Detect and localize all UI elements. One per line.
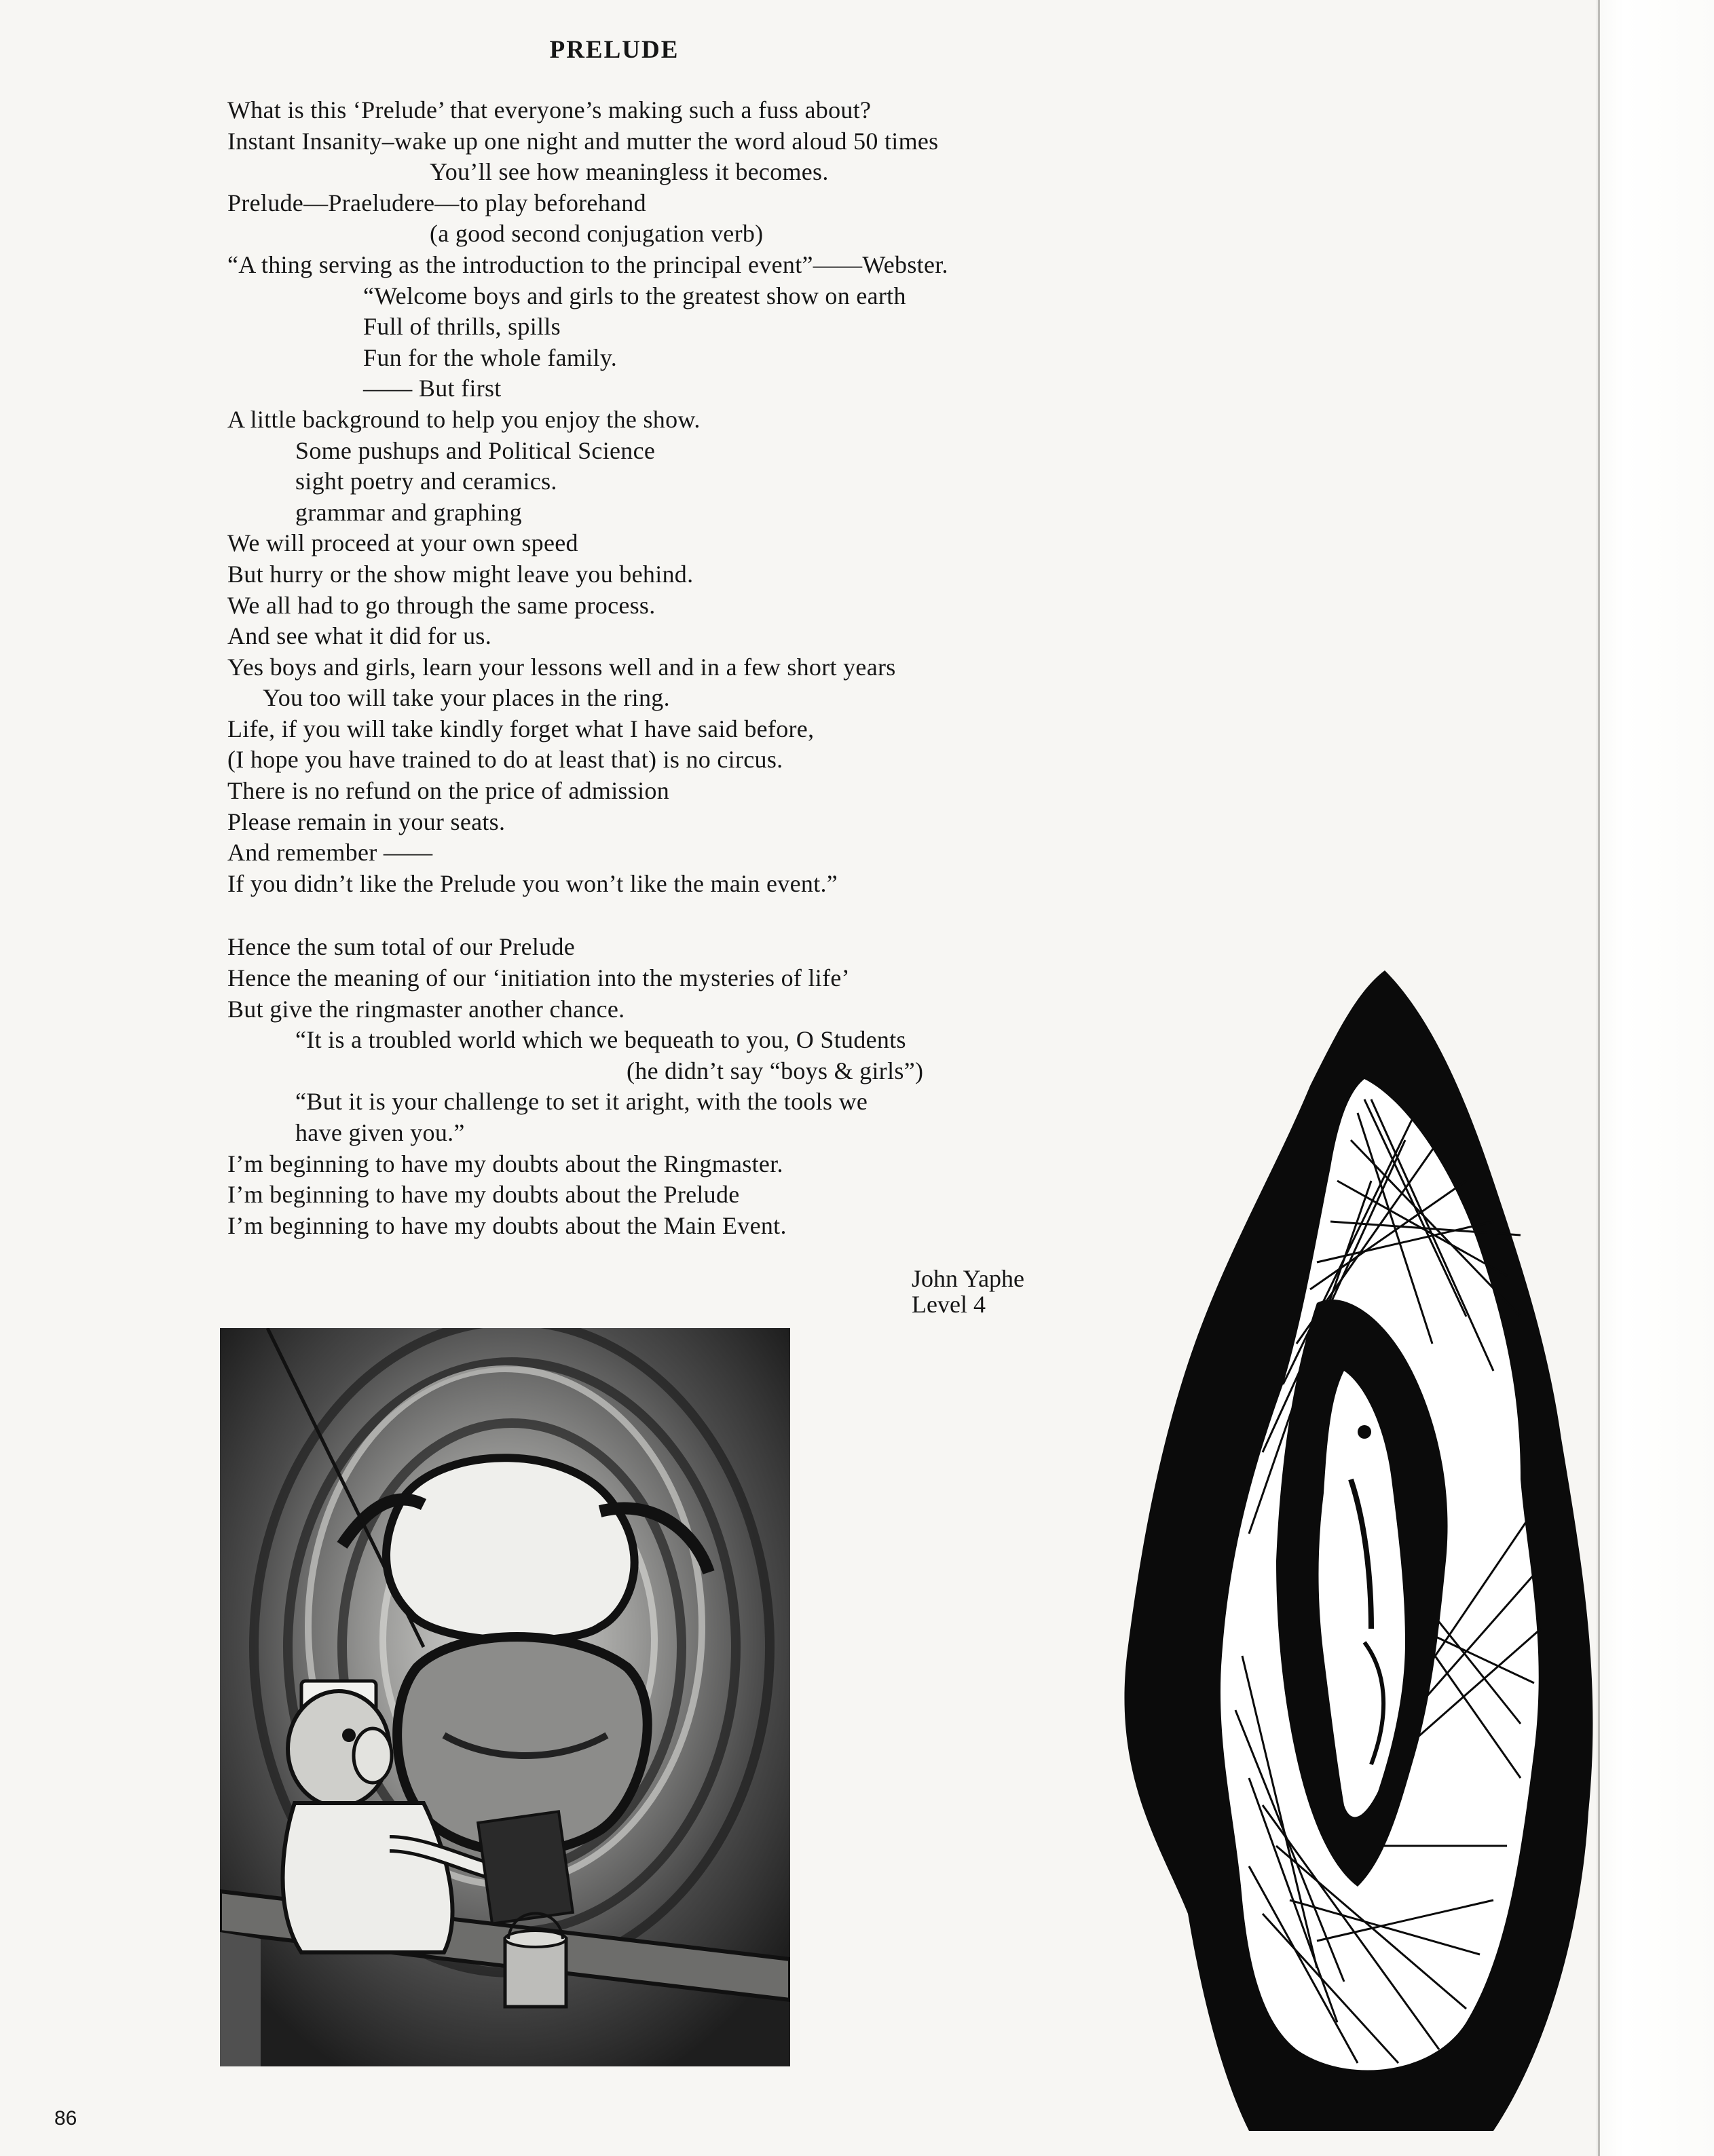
poem-line: And see what it did for us. bbox=[227, 622, 492, 650]
poem-line: A little background to help you enjoy the show. bbox=[227, 405, 701, 433]
poem-line: Fun for the whole family. bbox=[363, 343, 618, 371]
poem-line: Hence the meaning of our ‘initiation into the mysteries of life’ bbox=[227, 964, 850, 992]
poem-title: PRELUDE bbox=[549, 36, 679, 64]
poem-line: —— But first bbox=[363, 375, 502, 402]
drawing-artwork bbox=[1113, 964, 1616, 2144]
poem-line: You too will take your places in the ring. bbox=[263, 684, 670, 712]
poem-line: I’m beginning to have my doubts about the Ringmaster. bbox=[227, 1150, 783, 1177]
poem-line: Instant Insanity–wake up one night and mutter the word aloud 50 times bbox=[227, 127, 939, 155]
poem-line: You’ll see how meaningless it becomes. bbox=[430, 158, 829, 186]
poem-line: (he didn’t say “boys & girls”) bbox=[627, 1057, 924, 1084]
poem-line: “But it is your challenge to set it aright, with the tools we bbox=[295, 1088, 868, 1116]
page-number: 86 bbox=[54, 2107, 77, 2130]
poem-line: Life, if you will take kindly forget what I have said before, bbox=[227, 715, 815, 742]
poem-line: Please remain in your seats. bbox=[227, 808, 506, 835]
poem-line: “It is a troubled world which we bequeath to you, O Students bbox=[295, 1026, 906, 1054]
poem-line: Prelude—Praeludere—to play beforehand bbox=[227, 189, 646, 216]
photo-artwork bbox=[220, 1328, 790, 2066]
poem-body bbox=[227, 95, 1137, 1241]
poem-line: grammar and graphing bbox=[295, 498, 522, 526]
author-level: Level 4 bbox=[912, 1291, 986, 1318]
abstract-ink-drawing bbox=[1113, 964, 1616, 2144]
poem-line: And remember —— bbox=[227, 839, 433, 867]
poem-line: We will proceed at your own speed bbox=[227, 529, 578, 557]
poem-line: I’m beginning to have my doubts about the Main Event. bbox=[227, 1211, 787, 1239]
poem-line: But give the ringmaster another chance. bbox=[227, 995, 625, 1023]
poem-line: Some pushups and Political Science bbox=[295, 436, 656, 464]
poem-line: (I hope you have trained to do at least that) is no circus. bbox=[227, 746, 783, 774]
author-name: John Yaphe bbox=[912, 1265, 1025, 1292]
poem-line: “A thing serving as the introduction to the principal event”——Webster. bbox=[227, 250, 948, 278]
poem-line: But hurry or the show might leave you behind. bbox=[227, 560, 694, 588]
poem-line: If you didn’t like the Prelude you won’t like the main event.” bbox=[227, 869, 838, 897]
poem-line: Yes boys and girls, learn your lessons well and in a few short years bbox=[227, 653, 896, 681]
poem-line: We all had to go through the same process. bbox=[227, 591, 656, 619]
poem-line: Full of thrills, spills bbox=[363, 313, 561, 341]
poem-line: What is this ‘Prelude’ that everyone’s making such a fuss about? bbox=[227, 96, 872, 124]
painter-cartoon-photo bbox=[220, 1328, 790, 2066]
poem-line: (a good second conjugation verb) bbox=[430, 220, 764, 248]
poem-line: “Welcome boys and girls to the greatest show on earth bbox=[363, 282, 906, 309]
poem-line: I’m beginning to have my doubts about the Prelude bbox=[227, 1181, 740, 1209]
poem-line: Hence the sum total of our Prelude bbox=[227, 933, 576, 961]
poem-line: have given you.” bbox=[295, 1119, 465, 1146]
poem-author bbox=[912, 1266, 1024, 1317]
poem-line: sight poetry and ceramics. bbox=[295, 468, 557, 495]
stanza-break bbox=[227, 899, 1137, 932]
poem-line: There is no refund on the price of admission bbox=[227, 777, 670, 805]
